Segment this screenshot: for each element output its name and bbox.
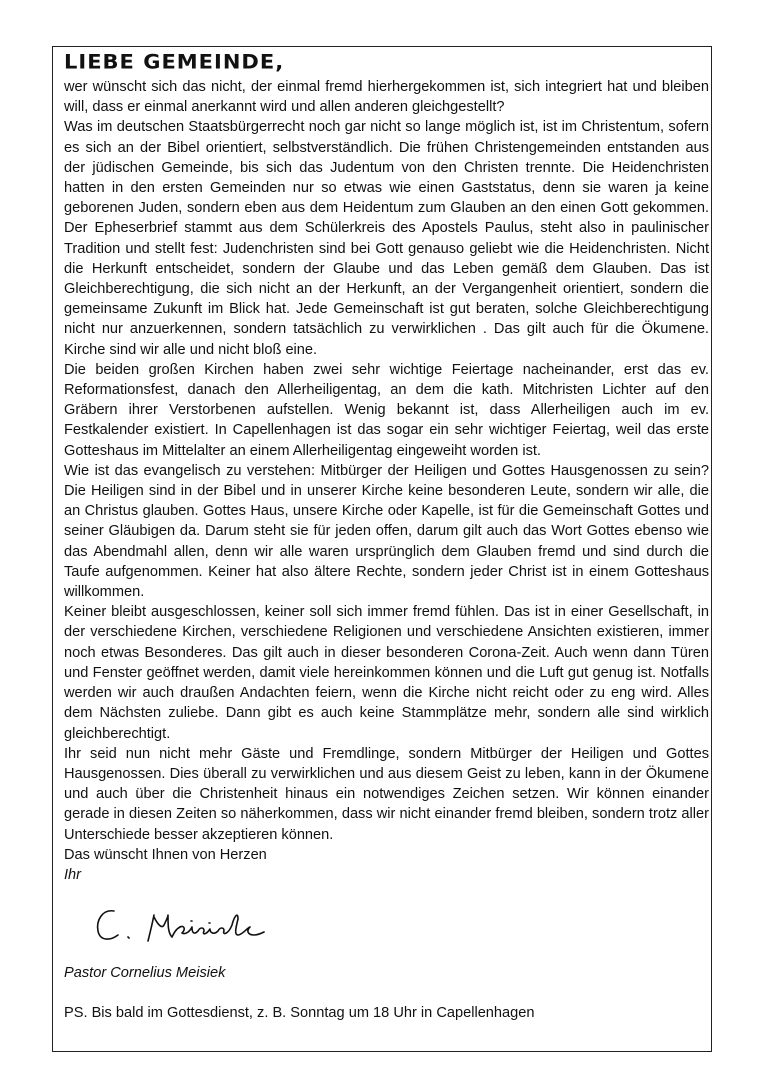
paragraph-1: wer wünscht sich das nicht, der einmal fremd hierhergekommen ist, sich integriert hat und bleiben will, dass er einmal anerkannt wird und allen anderen gleichgestellt?: [64, 79, 709, 116]
closing-line: Das wünscht Ihnen von Herzen: [64, 846, 267, 863]
spacer: [64, 983, 709, 1003]
paragraph-6: Ihr seid nun nicht mehr Gäste und Fremdlinge, sondern Mitbürger der Heiligen und Gottes Hausgenossen. Dies überall zu verwirklichen und aus diesem Geist zu leben, kann in der Ökumene und auch über die Christenheit hinaus ein notwendiges Zeichen setzen. Wir können einander gerade in diesen Zeiten so näherkommen, dass wir nicht einander fremd bleiben, sondern trotz aller Unterschiede besser akzeptieren können.: [64, 745, 709, 843]
paragraph-3: Die beiden großen Kirchen haben zwei sehr wichtige Feiertage nacheinander, erst das ev. Reformationsfest, danach den Allerheiligentag, an dem die kath. Mitchristen Lichter auf den Gräbern ihrer Verstorbenen aufstellen. Wenig bekannt ist, dass Allerheiligen auch im ev. Festkalender existiert. In Capellenhagen ist das sogar ein sehr wichtiger Feiertag, weil das erste Gotteshaus im Mittelalter an einem Allerheiligentag eingeweiht worden ist.: [64, 361, 709, 459]
paragraph-2: Was im deutschen Staatsbürgerrecht noch gar nicht so lange möglich ist, ist im Christentum, sofern es sich an der Bibel orientiert, selbstverständlich. Die frühen Christengemeinden entstanden aus der jüdischen Gemeinde, bis sich das Judentum von den Christen trennte. Die Heidenchristen hatten in den ersten Gemeinden nur so etwas wie einen Gaststatus, denn sie waren ja keine geborenen Juden, sondern eben aus dem Heidentum zum Glauben an den einen Gott gekommen. Der Epheserbrief stammt aus dem Schülerkreis des Apostels Paulus, steht also in paulinischer Tradition und stellt fest: Judenchristen sind bei Gott genauso geliebt wie die Heidenchristen. Nicht die Herkunft entscheidet, sondern der Glaube und das Leben gemäß dem Glauben. Das ist Gleichberechtigung, die sich nicht an der Herkunft, an der Vergangenheit orientiert, sondern die gemeinsame Zukunft im Blick hat. Jede Gemeinschaft ist gut beraten, solche Gleichberechtigung nicht nur anzuerkennen, sondern tatsächlich zu verwirklichen . Das gilt auch für die Ökumene. Kirche sind wir alle und nicht bloß eine.: [64, 119, 709, 358]
postscript: PS. Bis bald im Gottesdienst, z. B. Sonntag um 18 Uhr in Capellenhagen: [64, 1005, 535, 1022]
signature-image: [92, 895, 332, 955]
letter-body: [64, 48, 709, 1024]
paragraph-4: Wie ist das evangelisch zu verstehen: Mitbürger der Heiligen und Gottes Hausgenossen zu sein? Die Heiligen sind in der Bibel und in unserer Kirche keine besonderen Leute, sondern wir alle, die an Christus glauben. Gottes Haus, unsere Kirche oder Kapelle, ist für die Gemeinschaft Gottes und seiner Gläubigen da. Darum steht sie für jeden offen, darum gilt auch das Wort Gottes ebenso wie das Abendmahl allen, denn wir alle waren ursprünglich dem Glauben fremd und sind durch die Taufe aufgenommen. Keiner hat also ältere Rechte, sondern jeder Christ ist in einem Gotteshaus willkommen.: [64, 462, 709, 601]
signer-name: Pastor Cornelius Meisiek: [64, 965, 226, 982]
closing-ihr: Ihr: [64, 866, 82, 883]
handwritten-signature: [64, 885, 709, 963]
letter-title: LIEBE GEMEINDE,: [64, 50, 285, 74]
paragraph-5: Keiner bleibt ausgeschlossen, keiner soll sich immer fremd fühlen. Das ist in einer Gesellschaft, in der verschiedene Kirchen, verschiedene Religionen und verschiedene Ansichten existieren, immer noch etwas Besonderes. Das gilt auch in dieser besonderen Corona-Zeit. Auch wenn dann Türen und Fenster geöffnet werden, damit viele hereinkommen können und die Luft gut genug ist. Notfalls werden wir auch draußen Andachten feiern, wenn die Kirche nicht reicht oder zu eng wird. Alles dem Nächsten zuliebe. Dann gibt es auch keine Stammplätze mehr, sondern alle sind wirklich gleichberechtigt.: [64, 604, 709, 742]
